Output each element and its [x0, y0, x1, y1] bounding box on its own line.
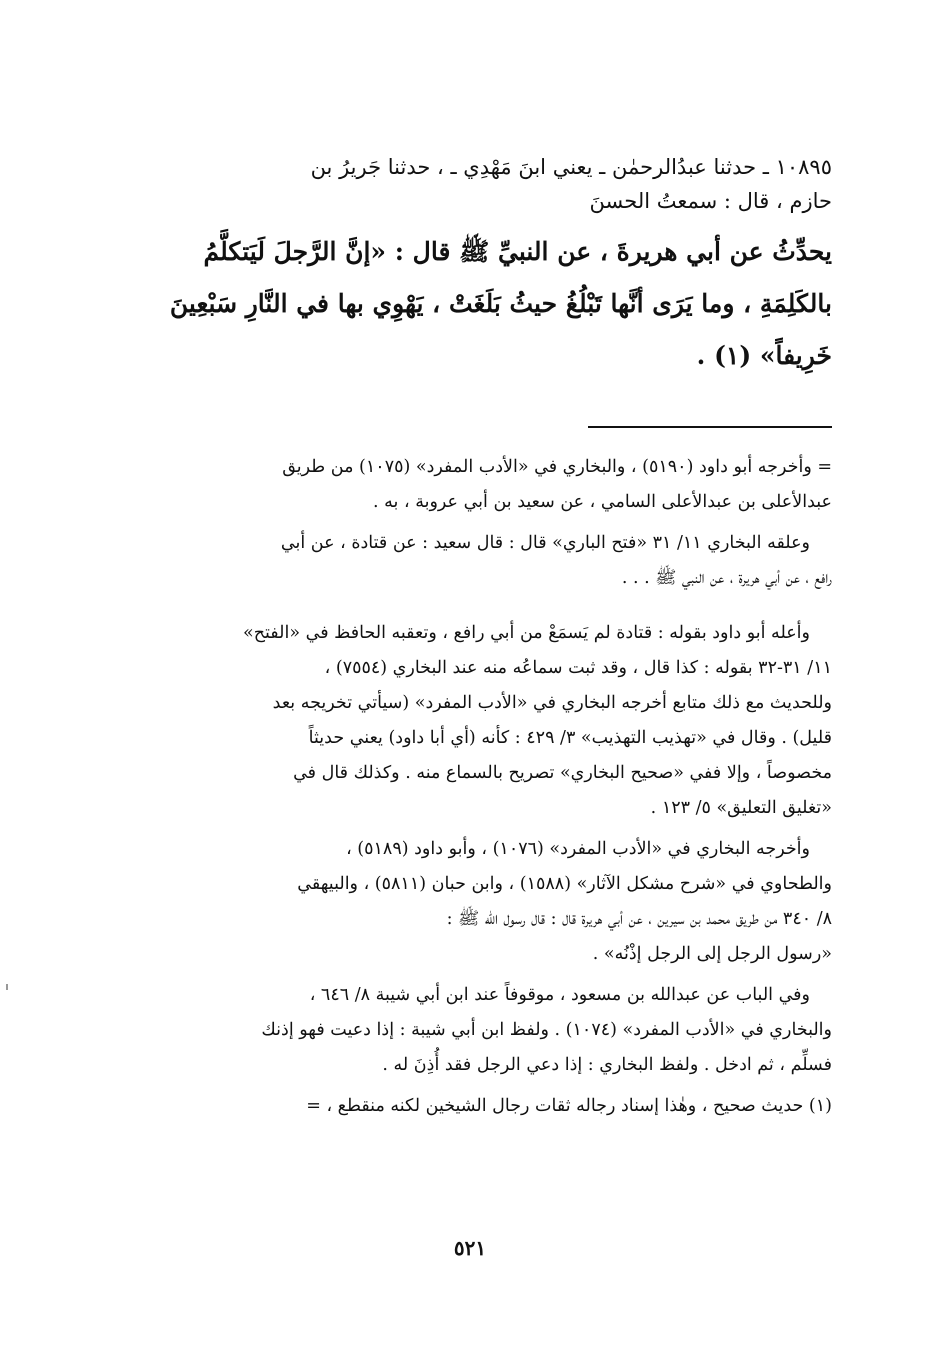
- hadith-header: [112, 150, 832, 218]
- footnote-paragraph: [112, 1089, 832, 1124]
- scan-margin-mark: [6, 984, 8, 990]
- footnote-line: (١) حديث صحيح ، وهٰذا إسناد رجاله ثقات رجال الشيخين لكنه منقطع ، =: [306, 1096, 832, 1116]
- footnote-line: قليل) . وقال في «تهذيب التهذيب» ٣/ ٤٢٩ : كأنه (أي أبا داود) يعني حديثاً: [308, 728, 832, 748]
- footnote-line: «تغليق التعليق» ٥/ ١٢٣ .: [650, 798, 832, 818]
- footnote-line: «رسول الرجل إلى الرجل إذْنُه» .: [592, 944, 832, 964]
- footnote-line: ٨/ ٣٤٠ من طريق محمد بن سيرين ، عن أبي هريرة قال : قال رسول الله ﷺ :: [446, 909, 832, 929]
- footnote-line: وللحديث مع ذلك متابع أخرجه البخاري في «الأدب المفرد» (سيأتي تخريجه بعد: [272, 693, 832, 713]
- header-line: ١٠٨٩٥ ـ حدثنا عبدُالرحمٰن ـ يعني ابنَ مَهْدِي ـ ، حدثنا جَريرُ بن: [310, 155, 832, 179]
- footnote-line: رافع ، عن أبي هريرة ، عن النبي ﷺ . . .: [621, 568, 832, 588]
- footnote-paragraph: [112, 832, 832, 972]
- footnote-line: وعلقه البخاري ١١/ ٣١ «فتح الباري» قال : قال سعيد : عن قتادة ، عن أبي: [280, 533, 810, 553]
- footnote-line: وأخرجه البخاري في «الأدب المفرد» (١٠٧٦) ، وأبو داود (٥١٨٩) ،: [346, 839, 810, 859]
- footnote-line: ١١/ ٣١-٣٢ بقوله : كذا قال ، وقد ثبت سماعُه منه عند البخاري (٧٥٥٤) ،: [324, 658, 832, 678]
- main-text: [112, 150, 832, 382]
- footnote-line: وفي الباب عن عبدالله بن مسعود ، موقوفاً عند ابن أبي شيبة ٨/ ٦٤٦ ،: [309, 985, 810, 1005]
- footnote-line: والبخاري في «الأدب المفرد» (١٠٧٤) . ولفظ ابن أبي شيبة : إذا دعيت فهو إذنك: [261, 1020, 832, 1040]
- hadith-line: خَرِيفاً» (١) .: [696, 341, 832, 370]
- header-line: حازم ، قال : سمعتُ الحسنَ: [589, 189, 832, 213]
- footnote-paragraph: [112, 450, 832, 520]
- footnote-paragraph: [112, 616, 832, 826]
- footnote-line: مخصوصاً ، وإلا ففي «صحيح البخاري» تصريح بالسماع منه . وكذلك قال في: [293, 763, 832, 783]
- footnote-paragraph: [112, 978, 832, 1083]
- footnote-line: والطحاوي في «شرح مشكل الآثار» (١٥٨٨) ، وابن حبان (٥٨١١) ، والبيهقي: [297, 874, 832, 894]
- footnote-line: = وأخرجه أبو داود (٥١٩٠) ، والبخاري في «الأدب المفرد» (١٠٧٥) من طريق: [282, 457, 832, 477]
- hadith-line: بالكَلِمَةِ ، وما يَرَى أنَّها تَبْلُغُ حيثُ بَلَغَتْ ، يَهْوِي بها في النَّارِ سَبْعِينَ: [169, 289, 832, 318]
- footnote-line: وأعله أبو داود بقوله : قتادة لم يَسمَعْ من أبي رافع ، وتعقبه الحافظ في «الفتح»: [243, 623, 810, 643]
- hadith-text: [112, 226, 832, 382]
- footnote-paragraph: [112, 526, 832, 596]
- footnote-separator: [588, 426, 832, 428]
- footnote-line: عبدالأعلى بن عبدالأعلى السامي ، عن سعيد بن أبي عروبة ، به .: [373, 492, 832, 512]
- hadith-line: يحدِّثُ عن أبي هريرةَ ، عن النبيِّ ﷺ قال : «إنَّ الرَّجلَ لَيَتكلَّمُ: [203, 237, 832, 266]
- footnotes: [112, 450, 832, 1130]
- page-number: ٥٢١: [453, 1236, 487, 1260]
- paragraph-gap: [112, 602, 832, 616]
- footnote-line: فسلِّم ، ثم ادخل . ولفظ البخاري : إذا دعي الرجل فقد أُذِنَ له .: [382, 1055, 832, 1075]
